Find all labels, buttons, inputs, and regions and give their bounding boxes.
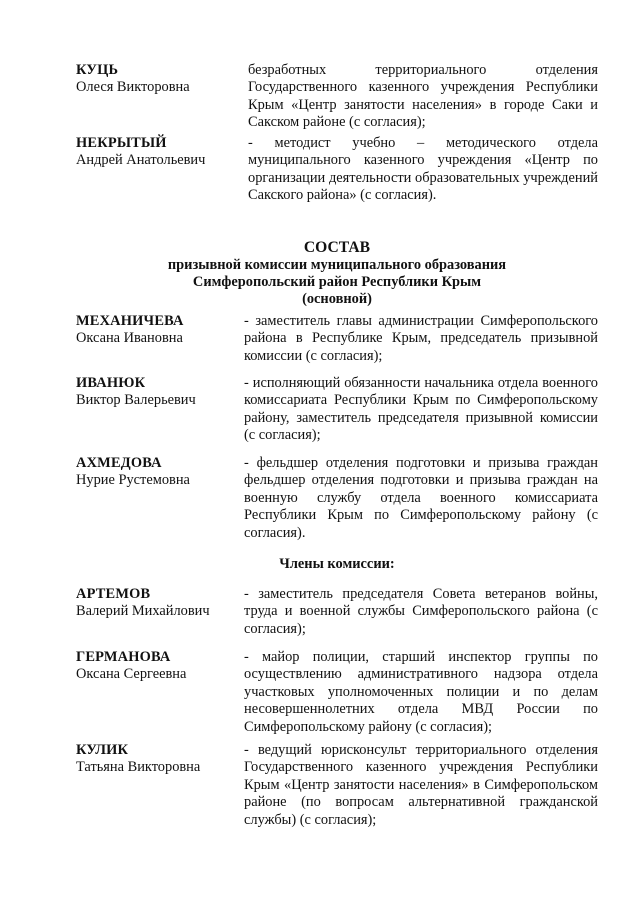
heading-title: СОСТАВ [303,239,371,256]
person-duty: - фельдшер отделения подготовки и призыва граждан фельдшер отделения подготовки и призыва граждан на военную службу отдела военного комиссариата Республики Крым по Симферопольскому району (с согласия). [244,455,598,541]
heading-line-3: (основной) [302,291,372,307]
person-name [76,375,246,410]
person-given-name: Валерий Михайлович [76,603,210,620]
entry-ivaniuk [76,375,598,445]
entry-artemov [76,586,598,638]
entry-akhmedova [76,455,598,542]
person-name [76,742,246,777]
entry-kuts [76,62,598,132]
person-surname: КУЛИК [76,742,129,758]
person-surname: ИВАНЮК [76,375,146,391]
person-name [76,649,246,684]
person-surname: НЕКРЫТЫЙ [76,135,167,151]
person-name [76,135,246,170]
person-given-name: Оксана Сергеевна [76,666,187,683]
entry-mekhanicheva [76,313,598,365]
entry-nekrytyi [76,135,598,205]
heading-line-1: призывной комиссии муниципального образования [167,257,507,273]
person-name [76,455,246,490]
person-surname: МЕХАНИЧЕВА [76,313,184,329]
person-name [76,62,246,97]
entry-germanova [76,649,598,736]
person-given-name: Виктор Валерьевич [76,392,196,409]
person-name [76,586,246,621]
person-given-name: Олеся Викторовна [76,79,190,96]
person-surname: КУЦЬ [76,62,119,78]
person-surname: АХМЕДОВА [76,455,162,471]
person-duty: - методист учебно – методического отдела муниципального казенного учреждения «Центр по организации деятельности образовательных учреждений Сакского района» (с согласия). [248,135,598,204]
person-duty: - заместитель председателя Совета ветеранов войны, труда и военной службы Симферопольского района (с согласия); [244,586,598,637]
members-heading: Члены комиссии: [279,556,395,572]
person-given-name: Андрей Анатольевич [76,152,206,169]
person-duty: - ведущий юрисконсульт территориального отделения Государственного казенного учреждения Республики Крым «Центр занятости населения» в Симферопольском районе (по вопросам альтернативной гражданской службы) (с согласия); [244,742,598,828]
heading-line-2: Симферопольский район Республики Крым [192,274,482,290]
person-surname: ГЕРМАНОВА [76,649,171,665]
person-duty: - исполняющий обязанности начальника отдела военного комиссариата Республики Крым по Симферопольскому району, заместитель председателя призывной комиссии (с согласия); [244,375,598,444]
section-heading [76,238,598,308]
person-surname: АРТЕМОВ [76,586,151,602]
person-given-name: Оксана Ивановна [76,330,183,347]
person-duty: - майор полиции, старший инспектор группы по осуществлению административного надзора отдела участковых уполномоченных полиции и по делам несовершеннолетних отдела МВД России по Симферопольскому району (с согласия); [244,649,598,735]
person-given-name: Нурие Рустемовна [76,472,190,489]
person-given-name: Татьяна Викторовна [76,759,201,776]
person-name [76,313,246,348]
person-duty: безработных территориального отделения Государственного казенного учреждения Республики Крым «Центр занятости населения» в городе Саки и Сакском районе (с согласия); [248,62,598,131]
entry-kulik [76,742,598,829]
person-duty: - заместитель главы администрации Симферопольского района в Республике Крым, председатель призывной комиссии (с согласия); [244,313,598,364]
